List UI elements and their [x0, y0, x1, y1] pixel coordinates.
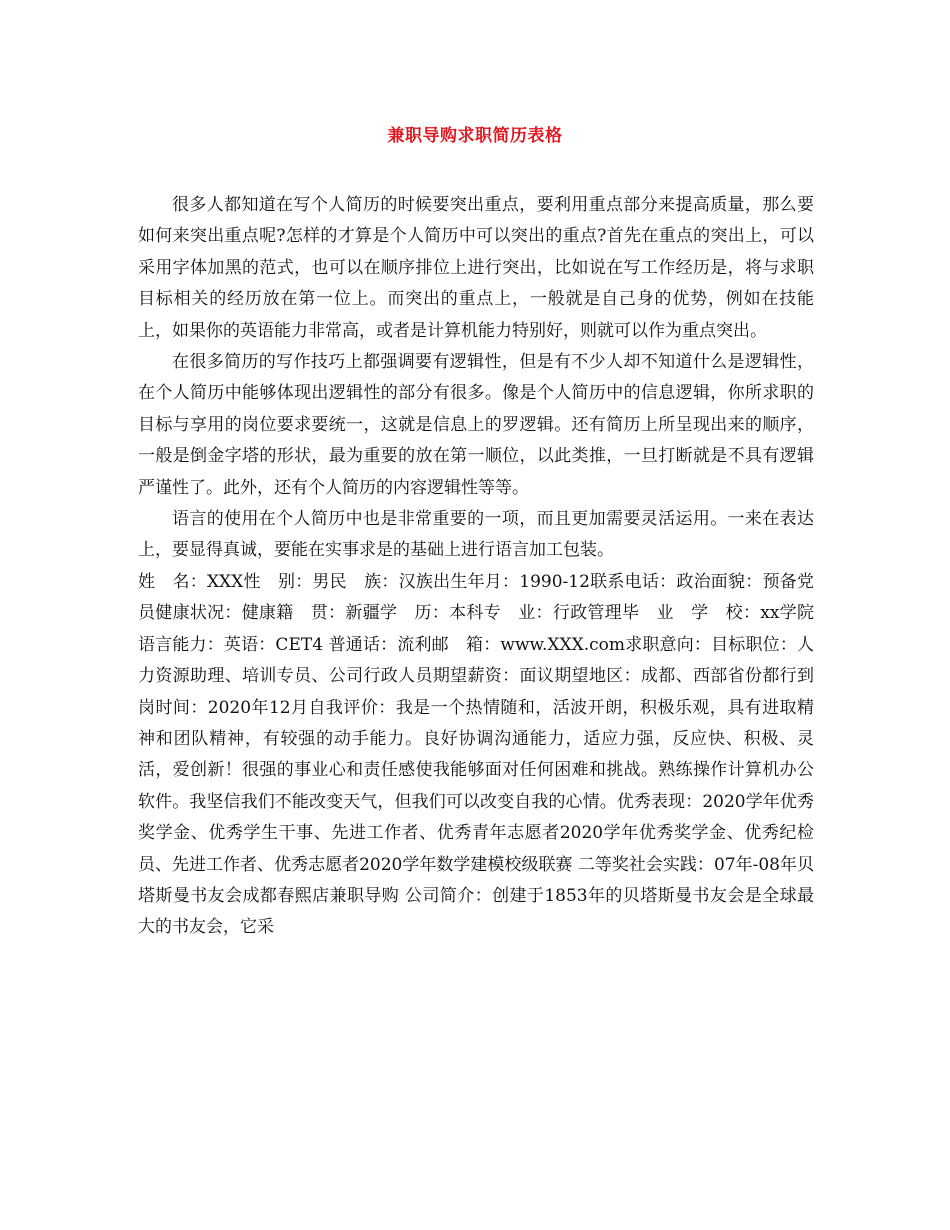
paragraph-language: 语言的使用在个人简历中也是非常重要的一项，而且更加需要灵活运用。一来在表达上，要显得真诚，要能在实事求是的基础上进行语言加工包装。: [138, 509, 814, 561]
resume-profile-text: 姓 名：XXX性 别：男民 族：汉族出生年月：1990-12联系电话：政治面貌：预备党员健康状况：健康籍 贯：新疆学 历：本科专 业：行政管理毕 业 学 校：xx学院语言能力：英语：CET4 普通话：流利邮 箱：www.XXX.com求职意向：目标职位：人力资源助理、培训专员、公司行政人员期望薪资：面议期望地区：成都、西部省份都行到岗时间：2020年12月自我评价：我是一个热情随和，活波开朗，积极乐观，具有进取精神和团队精神，有较强的动手能力。良好协调沟通能力，适应力强，反应快、积极、灵活，爱创新！很强的事业心和责任感使我能够面对任何困难和挑战。熟练操作计算机办公软件。我坚信我们不能改变天气，但我们可以改变自我的心情。优秀表现：2020学年优秀奖学金、优秀学生干事、先进工作者、优秀青年志愿者2020学年优秀奖学金、优秀纪检员、先进工作者、优秀志愿者2020学年数学建模校级联赛 二等奖社会实践：07年-08年贝塔斯曼书友会成都春熙店兼职导购 公司简介：创建于1853年的贝塔斯曼书友会是全球最大的书友会，它采: [138, 571, 814, 938]
paragraph-logic: 在很多简历的写作技巧上都强调要有逻辑性，但是有不少人却不知道什么是逻辑性，在个人简历中能够体现出逻辑性的部分有很多。像是个人简历中的信息逻辑，你所求职的目标与享用的岗位要求要统一，这就是信息上的罗逻辑。还有简历上所呈现出来的顺序，一般是倒金字塔的形状，最为重要的放在第一顺位，以此类推，一旦打断就是不具有逻辑严谨性了。此外，还有个人简历的内容逻辑性等等。: [138, 352, 814, 498]
document-body: [138, 190, 814, 944]
document-title: 兼职导购求职简历表格: [387, 126, 563, 146]
paragraph-highlight-key-points: 很多人都知道在写个人简历的时候要突出重点，要利用重点部分来提高质量，那么要如何来突出重点呢?怎样的才算是个人简历中可以突出的重点?首先在重点的突出上，可以采用字体加黑的范式，也可以在顺序排位上进行突出，比如说在写工作经历是，将与求职目标相关的经历放在第一位上。而突出的重点上，一般就是自己身的优势，例如在技能上，如果你的英语能力非常高，或者是计算机能力特别好，则就可以作为重点突出。: [138, 195, 814, 341]
